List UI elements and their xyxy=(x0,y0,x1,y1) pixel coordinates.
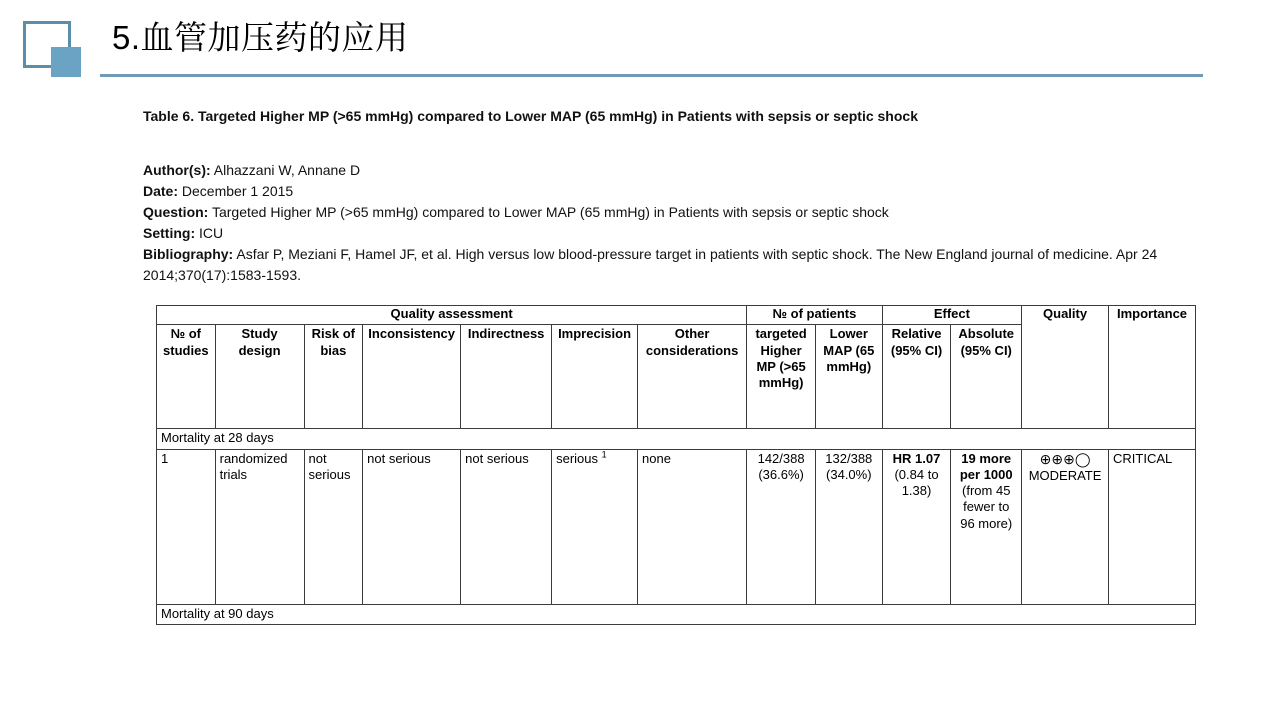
cell-lower-map: 132/388 (34.0%) xyxy=(815,449,882,604)
col-header-other-considerations: Other considerations xyxy=(638,325,747,429)
filled-square-icon xyxy=(51,47,81,77)
meta-value-question: Targeted Higher MP (>65 mmHg) compared to Lower MAP (65 mmHg) in Patients with sepsis or septic shock xyxy=(211,204,889,220)
quality-rating-label: MODERATE xyxy=(1028,468,1102,483)
cell-targeted-higher-map: 142/388 (36.6%) xyxy=(747,449,816,604)
group-header-quality: Quality xyxy=(1022,306,1109,429)
cell-quality xyxy=(1022,449,1109,604)
cell-relative-effect xyxy=(882,449,951,604)
meta-value-authors: Alhazzani W, Annane D xyxy=(213,162,361,178)
col-header-indirectness: Indirectness xyxy=(461,325,552,429)
meta-label-date: Date: xyxy=(143,183,179,199)
group-header-effect: Effect xyxy=(882,306,1021,325)
footnote-marker: 1 xyxy=(601,449,607,460)
col-header-risk-of-bias: Risk of bias xyxy=(304,325,363,429)
section-title: Mortality at 28 days xyxy=(157,429,1196,449)
section-title: Mortality at 90 days xyxy=(157,604,1196,624)
cell-risk-of-bias: not serious xyxy=(304,449,363,604)
col-header-inconsistency: Inconsistency xyxy=(363,325,461,429)
section-row-mortality-90-days xyxy=(157,604,1196,624)
relative-effect-ci: (0.84 to 1.38) xyxy=(894,466,939,498)
meta-bibliography xyxy=(143,244,1195,286)
title-decor-squares-icon xyxy=(23,21,81,77)
cell-no-of-studies: 1 xyxy=(157,449,216,604)
group-header-importance: Importance xyxy=(1109,306,1196,429)
absolute-effect-ci: (from 45 fewer to 96 more) xyxy=(960,483,1013,531)
col-header-absolute: Absolute (95% CI) xyxy=(951,325,1022,429)
meta-question xyxy=(143,202,1195,223)
cell-inconsistency: not serious xyxy=(363,449,461,604)
col-header-lower-map: Lower MAP (65 mmHg) xyxy=(815,325,882,429)
title-underline-rule xyxy=(100,74,1203,77)
cell-indirectness: not serious xyxy=(461,449,552,604)
col-header-study-design: Study design xyxy=(215,325,304,429)
meta-setting xyxy=(143,223,1195,244)
slide-title: 5.血管加压药的应用 xyxy=(112,19,409,56)
meta-label-setting: Setting: xyxy=(143,225,196,241)
grade-quality-circles-icon: ⊕⊕⊕◯ xyxy=(1039,450,1091,467)
cell-absolute-effect xyxy=(951,449,1022,604)
evidence-data-row xyxy=(157,449,1196,604)
group-header-no-of-patients: № of patients xyxy=(747,306,882,325)
relative-effect-estimate: HR 1.07 xyxy=(892,450,941,466)
grade-evidence-table xyxy=(156,305,1196,625)
section-row-mortality-28-days xyxy=(157,429,1196,449)
meta-label-authors: Author(s): xyxy=(143,162,211,178)
meta-value-date: December 1 2015 xyxy=(181,183,294,199)
meta-authors xyxy=(143,160,1195,181)
meta-value-setting: ICU xyxy=(199,225,224,241)
meta-value-bibliography: Asfar P, Meziani F, Hamel JF, et al. High versus low blood-pressure target in patients with septic shock. The New England journal of medicine. Apr 24 2014;370(17):1583-1593. xyxy=(143,246,1158,283)
group-header-quality-assessment: Quality assessment xyxy=(157,306,747,325)
evidence-profile-document xyxy=(143,106,1195,625)
cell-importance: CRITICAL xyxy=(1109,449,1196,604)
imprecision-rating: serious xyxy=(556,450,599,466)
table-caption: Table 6. Targeted Higher MP (>65 mmHg) compared to Lower MAP (65 mmHg) in Patients with sepsis or septic shock xyxy=(143,108,918,124)
table-group-header-row xyxy=(157,306,1196,325)
absolute-effect-estimate: 19 more per 1000 xyxy=(959,450,1013,482)
cell-other-considerations: none xyxy=(638,449,747,604)
col-header-no-of-studies: № of studies xyxy=(157,325,216,429)
col-header-relative: Relative (95% CI) xyxy=(882,325,951,429)
cell-imprecision xyxy=(552,449,638,604)
col-header-imprecision: Imprecision xyxy=(552,325,638,429)
col-header-targeted-higher-map: targeted Higher MP (>65 mmHg) xyxy=(747,325,816,429)
cell-study-design: randomized trials xyxy=(215,449,304,604)
meta-label-bibliography: Bibliography: xyxy=(143,246,234,262)
meta-date xyxy=(143,181,1195,202)
meta-label-question: Question: xyxy=(143,204,209,220)
